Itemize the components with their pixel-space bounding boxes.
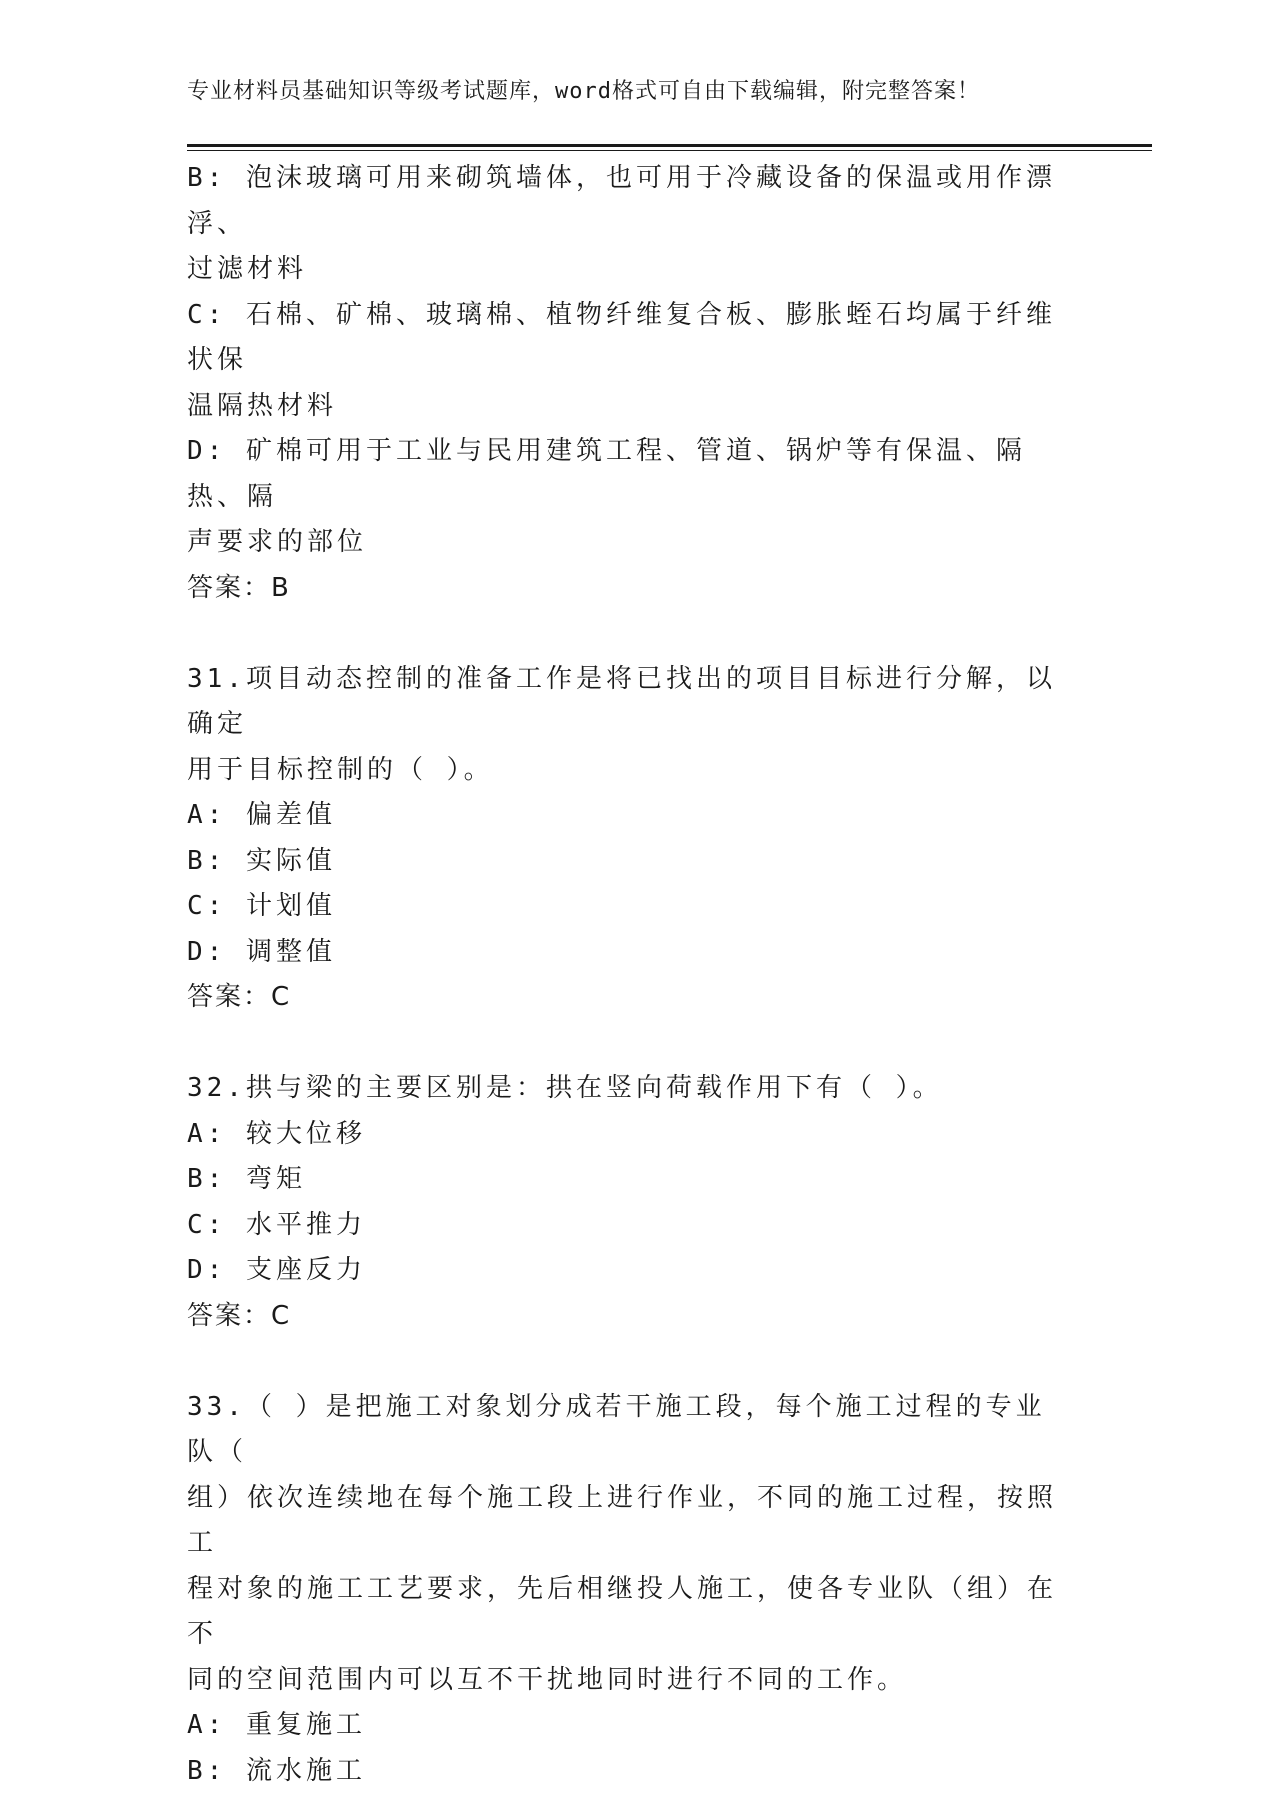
option-a: A: 重复施工: [187, 1703, 1067, 1749]
header-rule-thick: [187, 144, 1152, 147]
question-33: [187, 1385, 1067, 1794]
option-c-line-1: C: 石棉、矿棉、玻璃棉、植物纤维复合板、膨胀蛭石均属于纤维状保: [187, 293, 1067, 384]
question-stem-line: 同的空间范围内可以互不干扰地同时进行不同的工作。: [187, 1658, 1067, 1704]
question-stem-line: 33.（ ）是把施工对象划分成若干施工段，每个施工过程的专业队（: [187, 1385, 1067, 1476]
option-d-line-1: D: 矿棉可用于工业与民用建筑工程、管道、锅炉等有保温、隔热、隔: [187, 429, 1067, 520]
option-b: B: 弯矩: [187, 1157, 1067, 1203]
option-d-line-2: 声要求的部位: [187, 520, 1067, 566]
option-c: C: 水平推力: [187, 1203, 1067, 1249]
option-b-line-1: B: 泡沫玻璃可用来砌筑墙体，也可用于冷藏设备的保温或用作漂浮、: [187, 156, 1067, 247]
prev-question: [187, 156, 1067, 611]
answer: 答案：B: [187, 566, 1067, 612]
header-rule-thin: [187, 150, 1152, 151]
spacer: [187, 1021, 1067, 1067]
spacer: [187, 611, 1067, 657]
option-b: B: 流水施工: [187, 1749, 1067, 1794]
option-c-line-2: 温隔热材料: [187, 384, 1067, 430]
option-d: D: 调整值: [187, 930, 1067, 976]
question-stem-line: 32.拱与梁的主要区别是：拱在竖向荷载作用下有（ ）。: [187, 1066, 1067, 1112]
spacer: [187, 1339, 1067, 1385]
question-stem-line: 程对象的施工工艺要求，先后相继投人施工，使各专业队（组）在不: [187, 1567, 1067, 1658]
answer: 答案：C: [187, 975, 1067, 1021]
question-stem-line: 组）依次连续地在每个施工段上进行作业，不同的施工过程，按照工: [187, 1476, 1067, 1567]
option-d: D: 支座反力: [187, 1248, 1067, 1294]
question-32: [187, 1066, 1067, 1339]
question-stem-line: 31.项目动态控制的准备工作是将已找出的项目目标进行分解，以确定: [187, 657, 1067, 748]
option-b-line-2: 过滤材料: [187, 247, 1067, 293]
question-31: [187, 657, 1067, 1021]
option-b: B: 实际值: [187, 839, 1067, 885]
answer: 答案：C: [187, 1294, 1067, 1340]
option-c: C: 计划值: [187, 884, 1067, 930]
page-header: 专业材料员基础知识等级考试题库，word格式可自由下载编辑，附完整答案！: [187, 72, 1107, 112]
option-a: A: 偏差值: [187, 793, 1067, 839]
option-a: A: 较大位移: [187, 1112, 1067, 1158]
question-content: [187, 156, 1067, 1794]
question-stem-line: 用于目标控制的（ ）。: [187, 748, 1067, 794]
